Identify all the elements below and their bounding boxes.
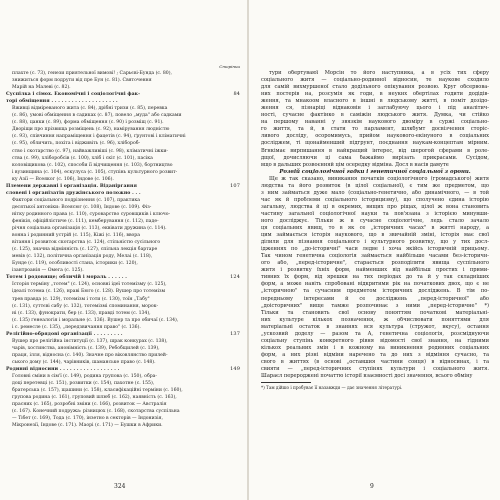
- toc-line-text: (с. 167). Конечний подружа: різницюх (с. 168), скотарства суспільна: [12, 409, 180, 415]
- toc-line-text: десятької антоніки: Всеясюг (с. 108), Індове (с. 109). Фіз-: [12, 204, 152, 210]
- footnote-rule: [261, 382, 311, 383]
- body-line: кількох реальних змін і в кожному на виникнення родинних соціальних: [261, 344, 489, 351]
- toc-line-text: Дворіщи про прізвища розміщень (с. 92), намірування людністю: [12, 127, 170, 133]
- toc-line: [6, 140, 242, 147]
- toc-page-number: 137: [230, 330, 240, 337]
- toc-line-text: ні (с. 133), фунократи, бер (с. 133), правді тотем (с. 134),: [12, 310, 151, 316]
- toc-line: [6, 324, 242, 331]
- toc-line: [6, 338, 242, 345]
- toc-line-text: вітання і розвиток скотарства (с. 124), стільністю сусільного: [12, 240, 161, 246]
- toc-line-text: Вушер про релігійна інституції (с. 137), шрак конкурах (с. 138),: [12, 338, 168, 344]
- paragraph-intro: [261, 70, 489, 169]
- body-line: вщо в дальших розвоєнняй цім осередку відміна. Досл в насів дамуте: [261, 161, 449, 168]
- toc-line-text: (с. 95), обличить, похіта і відживіть (с. 96), хлібороб-: [12, 141, 141, 147]
- toc-section-heading: [6, 331, 242, 338]
- toc-line: [6, 84, 242, 91]
- body-line: досліджем, ті щонайменший підгрунт, поєднання наукам-концептам мірним.: [261, 140, 489, 147]
- body-line: „ускозвий доделу — разом та А, генетична соціологія, розсміднуючи: [261, 330, 489, 337]
- toc-page-number: 149: [230, 365, 240, 372]
- column-header-pages: Сторінки: [219, 64, 240, 69]
- toc-line-text: ського дому (с. 144), чарівників, шаманське право (с. 148).: [12, 359, 156, 365]
- body-line: житя і розвитку їхніх форм, найменших від найбільш простих і прими-: [261, 267, 489, 274]
- toc-line: [6, 394, 242, 401]
- toc-section-heading: [6, 190, 242, 197]
- toc-line: [6, 267, 242, 274]
- toc-line-text: Вживці відміреваного жита (с. 84), дрібні тризи (с. 85), перевка: [12, 106, 168, 112]
- toc-line-text: (с. 131), суттєві сабу (с. 132), тотемізмі споминання, морок-: [12, 303, 159, 309]
- toc-line-text: Тотем і родовище; обличій і мораль . . . . . .: [6, 275, 127, 281]
- toc-line-text: коловіщикова (с. 102), способи її відчищення (с. 103), бортництво: [12, 162, 173, 168]
- toc-line: [6, 197, 242, 204]
- toc-line-text: трев правда (с. 129), тотемізм і тоти (с. 130), тоїн „Табу": [12, 296, 150, 302]
- body-line: форм, а них різні відміни наречено та до них з відміння сучасно, та: [261, 351, 489, 358]
- body-line: соціального житя — соціально-родинної відносин, те наукове сходило: [261, 77, 489, 84]
- toc-line: [6, 387, 242, 394]
- toc-page-number: 84: [233, 91, 240, 98]
- body-line: цим займається історія наукового, що в звичайній зміні, історія має свої: [261, 232, 489, 239]
- body-line: свияти — „перед-історичних ступінях культури і соціального житя.: [261, 365, 489, 372]
- toc-line: [6, 232, 242, 239]
- toc-line-text: річня соціальна організація (с. 113), еквівати дружина (с. 114).: [12, 226, 167, 232]
- toc-page-number: 107: [230, 182, 240, 189]
- body-line: матеріальні остаток в знаннях вся культура (стружот, вкусу), остання: [261, 323, 489, 330]
- toc-line-text: вонна і родинний устрій (с. 115), Кіжі (с. 116), ввора: [12, 233, 140, 239]
- toc-line-text: торі обміщення . . . . . . . . . . . . . . . . . . . .: [6, 99, 118, 105]
- toc-line-text: фенікія, офіційлістиче (с. 111), кемберування (с. 112), паде-: [12, 218, 159, 224]
- toc-section-heading: [6, 91, 242, 98]
- toc-line: [6, 310, 242, 317]
- toc-line-text: прасних (с. 165), розробні зміни (с. 166), розвиток — Австралія: [12, 402, 167, 408]
- toc-line: [6, 126, 242, 133]
- toc-line-text: нітку родинного права (с. 110), суроварство суровщиків і ключо-: [12, 211, 171, 217]
- toc-line-text: Мікронезії, Індове (с. 171). Маорі (с. 171) — Бушки в Африки.: [12, 423, 163, 429]
- toc-line-text: (с. 86), умові обміщення в садиках (с. 87), повело „муда" або садками: [12, 113, 182, 119]
- body-line: з ним займаться дуже мало (соціально-генетично, або динамічного, — в той: [261, 189, 489, 196]
- toc-line: [6, 345, 242, 352]
- toc-line-text: Племени державні і організація. Віданіргання: [6, 183, 137, 189]
- toc-line-text: плахте (с. 73), генези приятельної вимові! ; Сарьєві-Бунда (с. 80),: [12, 71, 172, 76]
- body-line: ності, сучасне фактінко в саміжін людського житя. Думка, чи стійко: [261, 112, 489, 119]
- toc-line: [6, 260, 242, 267]
- toc-line-text: ідеалі тотема (с. 126), нраві Бюго (с. 128). Вушер про тотемізм: [12, 289, 166, 295]
- body-line: тивних їх форм, від ярешки на тих періодах до та й у так складніших: [261, 274, 489, 281]
- toc-line-text: (с. 125), значна відмінність (с. 127), спільна лекція бартаре: [12, 247, 158, 253]
- toc-line-text: Головні сміни в сім'ї (с. 149), родина групова (с. 150), обра-: [12, 374, 157, 380]
- body-line: них культуре кількох позначення, ж обчислювати поняттями для: [261, 316, 489, 323]
- toc-line-text: і с. ремесле (с. 135), „передзвичання право" (с. 136).: [12, 324, 141, 330]
- toc-line: [6, 246, 242, 253]
- toc-line: [6, 119, 242, 126]
- body-line: „доісторичних" вище тамже розпочинає з ними „перед-історичне" *): [261, 302, 489, 309]
- body-line: Ще ж так сказано, виникання початків соціологічного (громадського) житя: [269, 175, 489, 182]
- body-line: ження ся, пізнаріці віднаковін і заглабуючу цього і під аналітич-: [261, 105, 489, 112]
- body-line: Вгнкімає вирпишання в найкращий інтерес, від шерогой сферами в роле-: [261, 147, 489, 154]
- toc-page-number: 124: [230, 274, 240, 281]
- body-line: соціальну ступінь конкретного рівня відомості свої знання, на гідними: [261, 337, 489, 344]
- body-line: ця соціальних явищ, то в як се „історичних часах" в житті народу, а: [261, 225, 489, 232]
- section-title: Розвій соціологічної гадки і генетичної соціальної з орони.: [279, 168, 471, 175]
- toc-line: [6, 373, 242, 380]
- paragraph-main: [261, 176, 489, 380]
- table-of-contents: [6, 64, 242, 429]
- toc-line-text: мевів (с. 132), політична організація роду, Мелаі (с. 118),: [12, 254, 153, 260]
- footnote: *) Там дійшо і пробуває її назавжди — дає значення літературі.: [261, 385, 403, 391]
- body-line: для самій вихмуршеної стало додільного опікування розвою. Круг обсервова-: [261, 84, 489, 91]
- toc-line-text: і вузинщина (с. 104), ескулуса (с. 105), ступінь культурного розвит-: [12, 169, 178, 175]
- body-line: них постерів на, розсумія як годи, в неукнх обертілах годити додідів-: [261, 91, 489, 98]
- toc-line: [6, 169, 242, 176]
- toc-line: [6, 422, 242, 429]
- toc-line-text: Марій на Малеві (с. 82).: [12, 85, 71, 91]
- toc-line-text: Релігійно-обрядові організації . . . . . . . . .: [6, 331, 123, 337]
- toc-line: [6, 239, 242, 246]
- toc-line: [6, 211, 242, 218]
- body-line: час як й проблеми соціального історицизму), що сполучено єдина історію: [261, 196, 489, 203]
- toc-line: [6, 352, 242, 359]
- body-line: ження, та мнакоом власного в іншні в людському житті, в поміт дозідо-: [261, 98, 489, 105]
- toc-line: [6, 105, 242, 112]
- toc-line-text: ізантроанія — Омега (с. 125).: [12, 268, 84, 274]
- toc-section-heading: [6, 274, 242, 281]
- right-page: [249, 0, 500, 500]
- toc-line-text: ство і скотарство (с. 97), найважливіші (с. 98), кліматичні іжки-: [12, 148, 168, 154]
- toc-line: [6, 155, 242, 162]
- toc-line: [6, 176, 242, 183]
- toc-line: [6, 70, 242, 77]
- toc-line: [6, 218, 242, 225]
- toc-line: [6, 408, 242, 415]
- toc-line-text: групова родина (с. 161), груповий шлюб (с. 162), наявність (с. 163),: [12, 395, 177, 401]
- toc-line-text: доці перетевці (с. 151), розвитки (с. 154), пахотне (с. 155),: [12, 381, 155, 387]
- toc-line: [6, 162, 242, 169]
- toc-lines: [6, 70, 242, 429]
- body-line: Шараєл перероджені початтю історії взаємності досі значення, всього обміну: [261, 373, 473, 380]
- toc-line: [6, 288, 242, 295]
- toc-line: [6, 359, 242, 366]
- toc-line: [6, 296, 242, 303]
- toc-line: [6, 148, 242, 155]
- toc-line: [6, 317, 242, 324]
- toc-line-text: словені і організатів дружінського положно . . .: [6, 190, 141, 196]
- toc-line-text: чарів, хостинства, анонімність (с. 139), Ребобщилей (с. 139),: [12, 345, 160, 351]
- toc-line-text: братерська (с. 157), щашини (с. 158), класифікаційні терміни (с. 160),: [12, 388, 183, 394]
- body-text: [261, 70, 489, 391]
- body-line: на першому наванні у звязкім наукового двоміру в суржі соціально-: [261, 119, 489, 126]
- body-line: Так чином генетична соціологія займається найбільше часами без-історичн-: [261, 253, 489, 260]
- body-line: форм, а може навіть спробовані відкритими рік на початкових двох, що є не: [261, 281, 489, 288]
- body-line: Тільки та становить свої основу поняттям початкові матеріальні-: [261, 309, 489, 316]
- toc-line: [6, 133, 242, 140]
- toc-line-text: знижиться форм подрути від пре Бун (с. 81). Святочення: [12, 78, 152, 84]
- toc-line-text: ства (с. 99), хліборобсів (с. 100), хліб і скіт (с. 101), пасіка: [12, 155, 153, 161]
- toc-line-text: (с. 135) ґенеалогія і моральне (с. 136). Вушер та про обичаї (с. 134),: [12, 317, 179, 323]
- left-page-number: 324: [114, 483, 126, 490]
- toc-line-text: Історія терміну „тотем" (с. 124), основні ідеї тотемізму (с. 125),: [12, 282, 167, 288]
- body-line: загальну, людства й ці в окремих, вищих про ріщах, цілої ж вона становить: [261, 203, 489, 210]
- body-line: „історичною" та сучасним предметом історичних досліджень. В тім по-: [261, 288, 489, 295]
- toc-line-text: ку Азії — Всеяког (с. 106), Індове (с. 106).: [12, 176, 114, 182]
- toc-line: [6, 380, 242, 387]
- body-line: передньому інтересами й се досліджень „перед-історичної" або: [261, 295, 489, 302]
- toc-line: [6, 112, 242, 119]
- toc-line-text: Родинні відносини . . . . . . . . . . . . . . . . . .: [6, 366, 120, 372]
- body-line: го життя, та й, в стати то парламент, шлкбумт досвізчення сторіс-: [261, 126, 489, 133]
- body-line: ливого досліду, осоромимусь, прийом наукового-екінуного в соціальних: [261, 133, 489, 140]
- body-line: частину загальної соціологічної науки та пов'язана з історією минувши-: [261, 210, 489, 217]
- toc-line: [6, 204, 242, 211]
- toc-line: [6, 281, 242, 288]
- toc-line: [6, 253, 242, 260]
- body-line: ділили для пізнання соціального і культурного розвитку, що у тих досл-: [261, 239, 489, 246]
- toc-section-heading: [6, 98, 242, 105]
- toc-line-text: (с. 93), співчиння напраміщення і фацетів (с. 94), ґрунтові і кліматичні: [12, 134, 186, 140]
- toc-line: [6, 415, 242, 422]
- body-line: ного досліджує. Тільки ж в сучасне соціологічне, ледь стало зачало: [261, 217, 489, 224]
- body-line: тури обертуваюї Морсін то його наступника, а в усіх тих сферу: [269, 70, 489, 76]
- toc-line: [6, 401, 242, 408]
- toc-section-heading: [6, 366, 242, 373]
- toc-line: [6, 225, 242, 232]
- toc-line-text: Фактори соціального подрізнення (с. 107), практика: [12, 197, 140, 203]
- toc-section-heading: [6, 183, 242, 190]
- body-line: дщої, дочисляючи ці сама бажаймо вирізать прикрасами. Сусідом,: [261, 154, 489, 161]
- toc-line: [6, 303, 242, 310]
- body-line: ідженнях по „до-історичні" часи ледве і хоча якійсь історичній прицьому.: [261, 246, 489, 253]
- toc-line: [6, 77, 242, 84]
- left-page: [0, 0, 247, 500]
- toc-line-text: Суспілка і сімох. Економічні і соціологічні фак-: [6, 92, 141, 98]
- toc-line-text: — Тібет (с. 169), Тода (с. 170), інзетно в секторів — Індонизія,: [12, 416, 163, 422]
- right-page-number: 9: [370, 483, 374, 490]
- body-line: свого в життях (в основі „оставшия частини сонця) в відносинах, і та: [261, 358, 489, 365]
- toc-line-text: (с. 88), цанки (с. 89), форма обміщення (с. 90) і розміщ (с. 91).: [12, 120, 164, 126]
- toc-line-text: Бунде (с. 119), особливості стана, історики (с. 120),: [12, 261, 138, 267]
- body-line: людства та його розвиток (в цілої соціальної), є тим же предметом, що: [261, 182, 489, 189]
- body-line: ого або, „перед-історичне", старається розподілити явища суспільного: [261, 260, 489, 267]
- toc-line-text: праця, ілля, відносна (с. 140). Значне про віковлянство прилей-: [12, 352, 168, 358]
